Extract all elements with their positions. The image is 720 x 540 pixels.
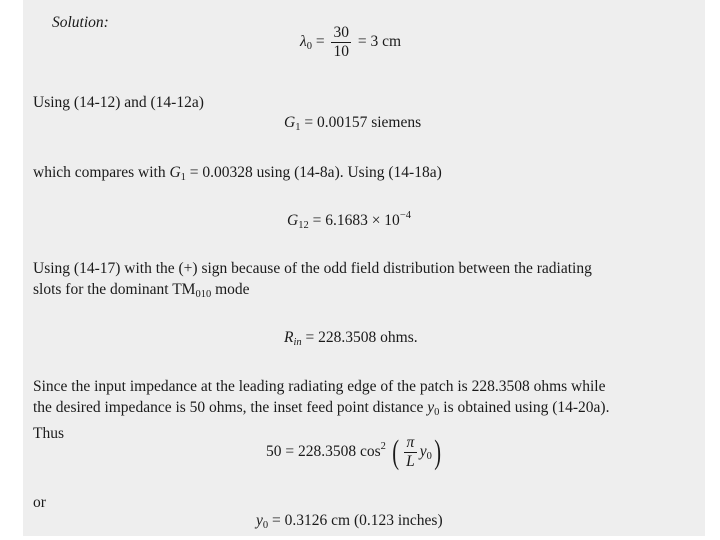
g12-exponent: −4 xyxy=(399,210,411,221)
compares-variable: G xyxy=(169,164,181,181)
text-or: or xyxy=(33,494,46,511)
y0-subscript-inline: 0 xyxy=(434,407,440,418)
g1-variable: G xyxy=(284,114,296,131)
compares-text-after: = 0.00328 using (14-8a). Using (14-18a) xyxy=(185,164,442,181)
para-14-17-line-2-end: mode xyxy=(211,281,250,298)
solution-label: Solution: xyxy=(52,14,109,31)
y0-result-subscript: 0 xyxy=(262,520,269,531)
fraction-numerator: 30 xyxy=(333,24,349,41)
lambda-subscript: 0 xyxy=(306,41,312,53)
fraction-30-10 xyxy=(331,24,351,61)
rin-variable: R xyxy=(284,329,294,346)
cos-exponent: 2 xyxy=(380,441,386,453)
paragraph-using-14-17 xyxy=(33,258,592,305)
g1-subscript: 1 xyxy=(295,122,301,133)
fraction-pi-l xyxy=(404,434,417,471)
equation-y0 xyxy=(256,512,443,531)
y0-result-value: = 0.3126 cm (0.123 inches) xyxy=(272,512,443,529)
y0-result-variable: y xyxy=(256,512,263,529)
para-since-line-1: Since the input impedance at the leading radiating edge of the patch is 228.3508 ohms while xyxy=(33,378,606,395)
para-since-line-3: Thus xyxy=(33,425,64,442)
y0-variable-inline: y xyxy=(427,399,435,416)
para-since-line-2-end: is obtained using (14-20a). xyxy=(439,399,610,416)
para-14-17-line-2-text: slots for the dominant TM xyxy=(33,281,196,298)
g12-variable: G xyxy=(287,212,299,229)
text-compares xyxy=(33,162,442,189)
lambda-result: = 3 cm xyxy=(357,33,402,51)
g12-value: = 6.1683 × 10 xyxy=(312,212,400,229)
pi-numerator: π xyxy=(404,434,417,453)
right-paren: ) xyxy=(434,433,441,471)
left-paren: ( xyxy=(392,433,399,471)
para-since-line-2-text: the desired impedance is 50 ohms, the inset feed point distance xyxy=(33,399,428,416)
rin-value: = 228.3508 ohms. xyxy=(305,329,418,346)
fraction-denominator: 10 xyxy=(333,43,349,60)
equation-g1 xyxy=(284,114,421,133)
para-14-17-line-1: Using (14-17) with the (+) sign because of the odd field distribution between the radiating xyxy=(33,260,592,277)
tm-mode-subscript: 010 xyxy=(195,289,212,300)
y0-subscript: 0 xyxy=(426,451,432,463)
rin-subscript: in xyxy=(293,337,302,348)
cos-equation-lhs: 50 = 228.3508 cos xyxy=(266,443,381,461)
para-since-line-2 xyxy=(33,397,609,423)
equation-rin xyxy=(284,329,418,348)
equation-lambda: $\lambda_0$ = $\frac{30}{10}$ = 3 cm xyxy=(300,24,402,60)
compares-text-before: which compares with xyxy=(33,164,170,181)
equation-g12 xyxy=(287,210,411,231)
text-using-14-12: Using (14-12) and (14-12a) xyxy=(33,94,204,111)
compares-subscript: 1 xyxy=(180,172,186,183)
l-denominator: L xyxy=(406,453,415,470)
lambda-symbol: λ xyxy=(300,33,307,51)
g12-subscript: 12 xyxy=(298,220,309,231)
y0-variable: y xyxy=(419,443,427,461)
para-14-17-line-2 xyxy=(33,279,592,305)
equation-cos xyxy=(266,434,443,471)
g1-value: = 0.00157 siemens xyxy=(304,114,422,131)
